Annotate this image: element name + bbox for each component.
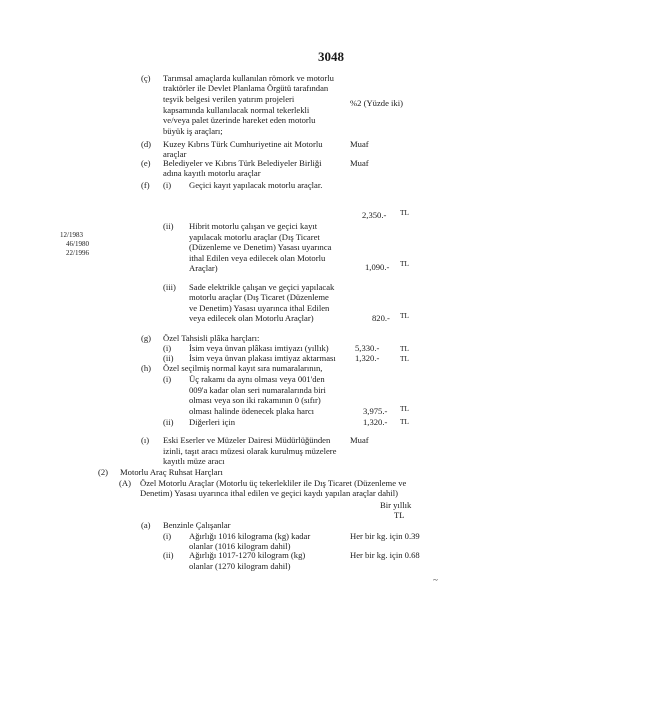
item-value: Muaf: [350, 139, 369, 149]
amount: 1,320.-: [363, 417, 388, 427]
currency-unit: TL: [400, 311, 410, 320]
currency-unit: TL: [400, 259, 410, 268]
item-line: adına kayıtlı motorlu araçlar: [163, 168, 261, 178]
subitem-line: (Düzenleme ve Denetim) Yasası uyarınca: [189, 242, 332, 252]
item-title: Özel seçilmiş normal kayıt sıra numaralarının,: [163, 363, 323, 373]
subitem-label: (iii): [163, 282, 176, 292]
subitem-line: Sade elektrikle çalışan ve geçici yapılacak: [189, 282, 335, 292]
subitem-label: (ii): [163, 550, 174, 560]
subitem-line: Ağırlığı 1017-1270 kilogram (kg): [189, 550, 306, 560]
amount: 1,090.-: [365, 262, 390, 272]
currency-unit: TL: [400, 417, 410, 426]
currency-unit: TL: [400, 404, 410, 413]
item-line: kapsamında kullanılacak normal tekerlekli: [163, 105, 310, 115]
amount: 2,350.-: [362, 210, 387, 220]
item-value: Muaf: [350, 158, 369, 168]
subitem-line: 009'a kadar olan seri numaralarında biri: [189, 385, 326, 395]
item-line: kayıtlı müze aracı: [163, 456, 225, 466]
end-mark: ~: [433, 575, 438, 585]
subitem-text: İsim veya ünvan plakası imtiyaz aktarması: [189, 353, 336, 363]
subitem-line: Hibrit motorlu çalışan ve geçici kayıt: [189, 221, 318, 231]
subitem-text: İsim veya ünvan plâkası imtiyazı (yıllık): [189, 343, 329, 353]
subsection-label: (A): [119, 478, 131, 488]
item-line: Tarımsal amaçlarda kullanılan römork ve motorlu: [163, 73, 334, 83]
subitem-label: (i): [163, 343, 172, 353]
subitem-text: Diğerleri için: [189, 417, 236, 427]
subitem-line: ithal Edilen veya edilecek olan Motorlu: [189, 253, 326, 263]
subitem-line: olması halinde ödenecek plaka harcı: [189, 406, 315, 416]
currency-unit: TL: [400, 354, 410, 363]
item-label: (ı): [141, 435, 150, 445]
subitem-line: ve Denetim) Yasası uyarınca ithal Edilen: [189, 303, 330, 313]
item-line: Belediyeler ve Kıbrıs Türk Belediyeler Birliği: [163, 158, 322, 168]
item-line: izinli, taşıt aracı müzesi olarak kurulmuş müzelere: [163, 446, 337, 456]
amount: 820.-: [372, 313, 390, 323]
page-number: 3048: [318, 49, 344, 64]
item-value: %2 (Yüzde iki): [350, 98, 403, 108]
amount: 5,330.-: [355, 343, 380, 353]
item-title: Özel Tahsisli plâka harçları:: [163, 333, 260, 343]
subitem-label: (ii): [163, 417, 174, 427]
subitem-label: (i): [163, 374, 172, 384]
item-line: büyük iş araçları;: [163, 126, 223, 136]
section-label: (2): [98, 467, 109, 477]
item-label: (e): [141, 158, 151, 168]
item-line: Kuzey Kıbrıs Türk Cumhuriyetine ait Motorlu: [163, 139, 323, 149]
amount: 1,320.-: [355, 353, 380, 363]
amount: 3,975.-: [363, 406, 388, 416]
subitem-label: (i): [163, 180, 172, 190]
subitem-label: (ii): [163, 353, 174, 363]
item-label: (ç): [141, 73, 151, 83]
item-title: Benzinle Çalışanlar: [163, 520, 231, 530]
item-label: (a): [141, 520, 151, 530]
subitem-line: olması veya son iki rakamının 0 (sıfır): [189, 395, 321, 405]
item-label: (f): [141, 180, 150, 190]
item-value: Muaf: [350, 435, 369, 445]
item-value: Her bir kg. için 0.39: [350, 531, 420, 541]
subitem-line: Araçlar): [189, 263, 218, 273]
column-header: TL: [394, 510, 405, 520]
item-line: teşvik belgesi verilen yatırım projeleri: [163, 94, 295, 104]
subsection-line: Denetim) Yasası uyarınca ithal edilen ve geçici kaydı yapılan araçlar dahil): [140, 488, 398, 498]
subitem-line: Üç rakamı da aynı olması veya 001'den: [189, 374, 325, 384]
currency-unit: TL: [400, 344, 410, 353]
subitem-label: (i): [163, 531, 172, 541]
section-title: Motorlu Araç Ruhsat Harçları: [120, 467, 223, 477]
subitem-line: olanlar (1270 kilogram dahil): [189, 561, 291, 571]
item-value: Her bir kg. için 0.68: [350, 550, 420, 560]
subitem-text: Geçici kayıt yapılacak motorlu araçlar.: [189, 180, 323, 190]
item-line: araçlar: [163, 149, 187, 159]
item-line: ve/veya palet üzerinde hareket eden motorlu: [163, 115, 316, 125]
margin-ref: 22/1996: [66, 249, 89, 257]
currency-unit: TL: [400, 208, 410, 217]
item-label: (h): [141, 363, 152, 373]
item-line: traktörler ile Devlet Planlama Örgütü tarafından: [163, 83, 329, 93]
item-label: (g): [141, 333, 152, 343]
margin-ref: 46/1980: [66, 240, 89, 248]
item-line: Eski Eserler ve Müzeler Dairesi Müdürlüğünden: [163, 435, 331, 445]
margin-ref: 12/1983: [60, 231, 83, 239]
subitem-line: Ağırlığı 1016 kilograma (kg) kadar: [189, 531, 311, 541]
subitem-line: olanlar (1016 kilogram dahil): [189, 541, 291, 551]
subitem-line: yapılacak motorlu araçlar (Dış Ticaret: [189, 232, 320, 242]
item-label: (d): [141, 139, 152, 149]
column-header: Bir yıllık: [380, 500, 412, 510]
subitem-line: motorlu araçlar (Dış Ticaret (Düzenleme: [189, 292, 329, 302]
subitem-line: veya edilecek olan Motorlu Araçlar): [189, 313, 314, 323]
subitem-label: (ii): [163, 221, 174, 231]
subsection-line: Özel Motorlu Araçlar (Motorlu üç tekerlekliler ile Dış Ticaret (Düzenleme ve: [140, 478, 407, 488]
